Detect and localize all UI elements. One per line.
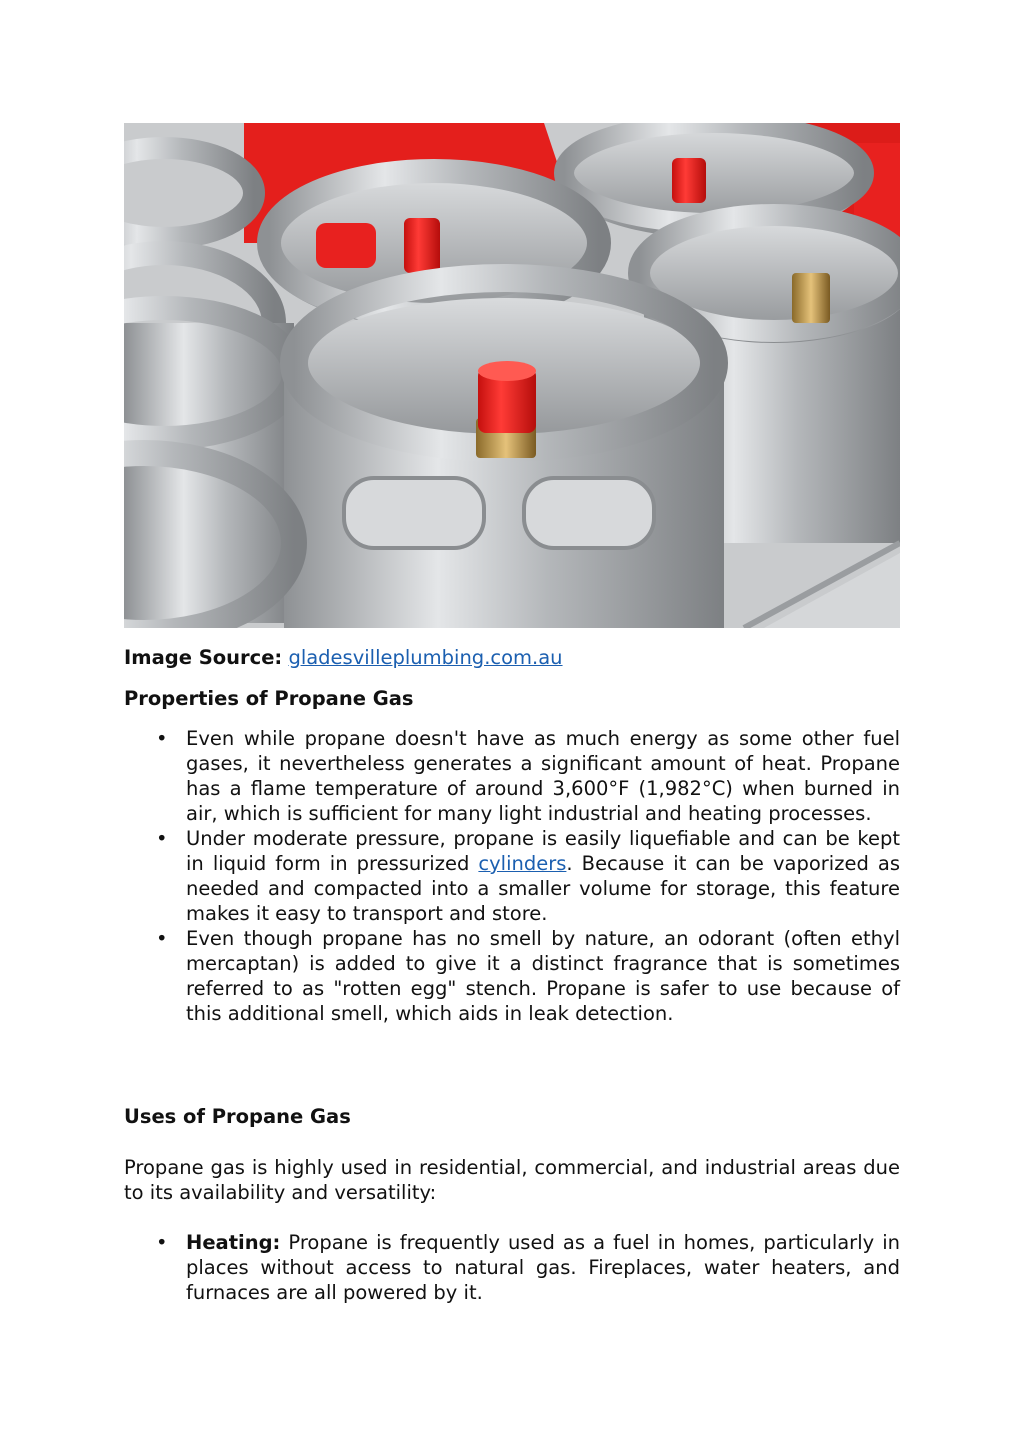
heating-text: Propane is frequently used as a fuel in homes, particularly in places without access to natural gas. Fireplaces, water heaters, and furnaces are all powered by it. (186, 1231, 900, 1304)
cylinders-link[interactable]: cylinders (478, 852, 567, 875)
bullet-text-after: . Because it can be vaporized as needed and compacted into a smaller volume for storage, this feature makes it easy to transport and store. (186, 852, 900, 925)
image-source-link[interactable]: gladesvilleplumbing.com.au (288, 646, 563, 669)
bullet-icon: • (156, 727, 168, 750)
uses-intro: Propane gas is highly used in residential, commercial, and industrial areas due to its availability and versatility: (124, 1156, 900, 1204)
bullet-icon: • (156, 827, 168, 850)
bullet-text: Even while propane doesn't have as much energy as some other fuel gases, it nevertheless generates a significant amount of heat. Propane has a flame temperature of around 3,600°F (1,982°C) when burned in air, which is sufficient for many light industrial and heating processes. (186, 727, 900, 825)
bullet-text: Even though propane has no smell by nature, an odorant (often ethyl mercaptan) is added to give it a distinct fragrance that is sometimes referred to as "rotten egg" stench. Propane is safer to use because of this additional smell, which aids in leak detection. (186, 927, 900, 1025)
list-item (124, 926, 900, 1026)
uses-heading: Uses of Propane Gas (124, 1105, 351, 1128)
bullet-icon: • (156, 927, 168, 950)
image-source-label: Image Source: (124, 646, 283, 669)
uses-list (124, 1230, 900, 1305)
bullet-icon: • (156, 1231, 168, 1254)
bullet-text-before: Under moderate pressure, propane is easily liquefiable and can be kept in liquid form in pressurized (186, 827, 900, 875)
heating-label: Heating: (186, 1231, 281, 1254)
properties-heading: Properties of Propane Gas (124, 687, 414, 710)
image-source-line (124, 645, 900, 670)
list-item (124, 826, 900, 926)
list-item (124, 1230, 900, 1305)
list-item (124, 726, 900, 826)
propane-cylinders-photo (124, 123, 900, 628)
properties-list (124, 726, 900, 1026)
